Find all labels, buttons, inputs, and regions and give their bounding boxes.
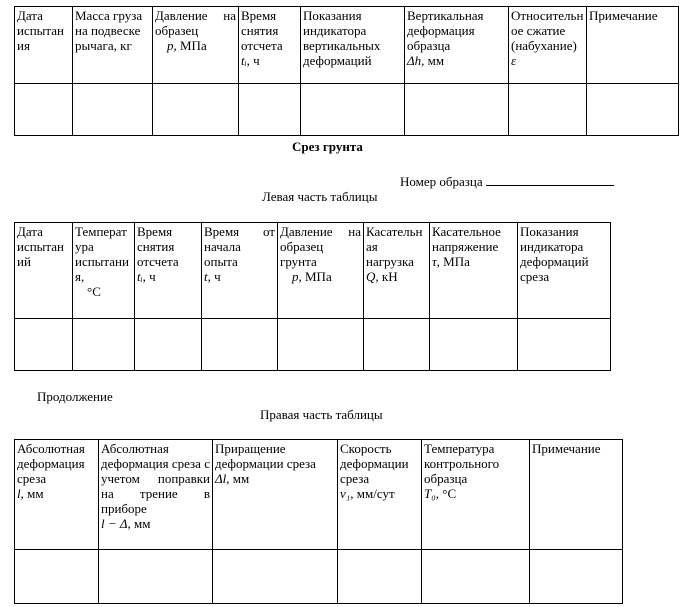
table-cell[interactable] [202,319,278,371]
header-pressure: Давление на образец p, МПа [153,7,239,84]
table-cell[interactable] [153,84,239,136]
sample-number-input[interactable] [486,173,614,186]
table-cell[interactable] [135,319,202,371]
header-absolute-deformation: Абсолютная деформация среза l, мм [15,440,99,550]
header-test-date: Дата испытания [15,7,73,84]
header-deformation-rate: Скорость деформации среза v₁, мм/сут [338,440,422,550]
table-cell[interactable] [239,84,301,136]
header-control-temperature: Температура контрольного образца T₀, °С [422,440,530,550]
shear-left-table [14,222,611,371]
table-cell[interactable] [278,319,364,371]
header-load-mass: Масса груза на подвеске рычага, кг [73,7,153,84]
table-cell[interactable] [530,550,623,604]
header-temperature: Температура испытания, °С [73,223,135,319]
header-relative-compression: Относительное сжатие (набухание) ε [509,7,587,84]
left-part-title: Левая часть таблицы [262,189,378,204]
table-cell[interactable] [587,84,679,136]
header-corrected-deformation: Абсолютная деформация среза с учетом поправки на трение в приборе l − Δ, мм [99,440,213,550]
header-elapsed-time: Время от начала опыта t, ч [202,223,278,319]
section-title: Срез грунта [292,139,363,154]
table-cell[interactable] [430,319,518,371]
table-cell[interactable] [15,319,73,371]
sample-number-field [400,173,614,190]
table-cell[interactable] [15,550,99,604]
header-soil-pressure: Давление на образец грунта p, МПа [278,223,364,319]
header-deformation-increment: Приращение деформации среза Δl, мм [213,440,338,550]
table-cell[interactable] [509,84,587,136]
table-cell[interactable] [364,319,430,371]
sample-number-label: Номер образца [400,174,483,189]
header-shear-indicator: Показания индикатора деформаций среза [518,223,611,319]
header-reading-time: Время снятия отсчета tᵢ, ч [239,7,301,84]
continuation-label: Продолжение [37,389,113,404]
header-test-dates: Дата испытаний [15,223,73,319]
table-cell[interactable] [15,84,73,136]
table-cell[interactable] [422,550,530,604]
header-tangential-stress: Касательное напряжение τ, МПа [430,223,518,319]
table-cell[interactable] [301,84,405,136]
header-vertical-deformation: Вертикальная деформация образца Δh, мм [405,7,509,84]
right-part-title: Правая часть таблицы [260,407,383,422]
table-cell[interactable] [338,550,422,604]
table-cell[interactable] [73,84,153,136]
table-cell[interactable] [518,319,611,371]
header-tangential-load: Касательная нагрузка Q, кН [364,223,430,319]
shear-right-table [14,439,623,604]
table-cell[interactable] [213,550,338,604]
table-cell[interactable] [99,550,213,604]
table-cell[interactable] [405,84,509,136]
header-note: Примечание [530,440,623,550]
header-note: Примечание [587,7,679,84]
header-reading-time: Время снятия отсчета tᵢ, ч [135,223,202,319]
table-cell[interactable] [73,319,135,371]
test-log-table [14,6,679,136]
header-indicator-readings: Показания индикатора вертикальных деформаций [301,7,405,84]
